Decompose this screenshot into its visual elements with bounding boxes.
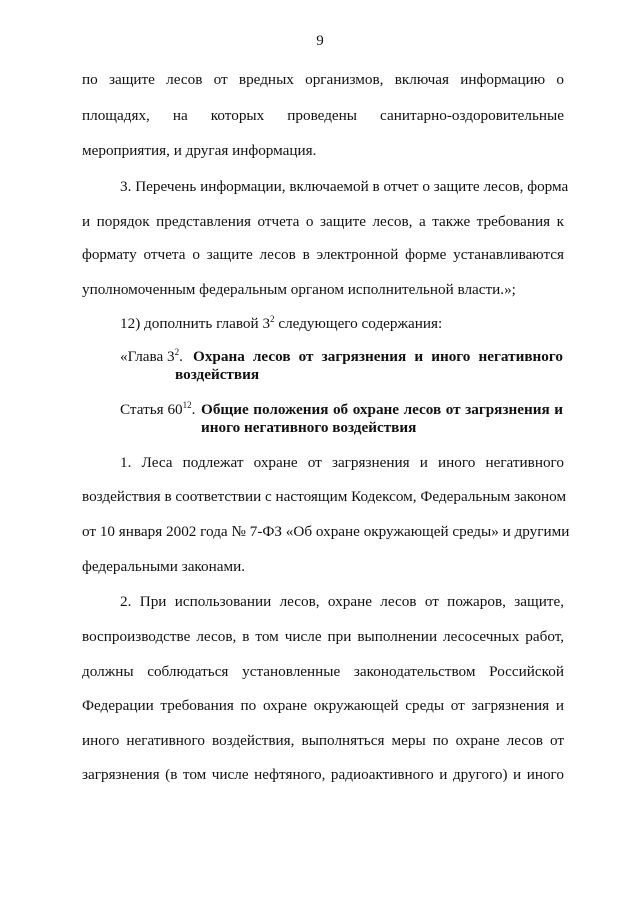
paragraph-line: площадях, на которых проведены санитарно-оздоровительные [82,107,564,124]
paragraph-line: иного негативного воздействия, выполняться меры по охране лесов от [82,732,564,749]
article-heading [120,401,195,419]
paragraph-line: 3. Перечень информации, включаемой в отчет о защите лесов, форма [120,178,569,195]
chapter-title-line: Охрана лесов от загрязнения и иного негативного [193,348,563,365]
paragraph-line: загрязнения (в том числе нефтяного, радиоактивного и другого) и иного [82,766,564,783]
superscript: 2 [270,314,275,324]
paragraph-line: 1. Леса подлежат охране от загрязнения и иного негативного [120,454,564,471]
chapter-heading-prefix: «Глава 3 [120,348,175,365]
article-heading-prefix: Статья 60 [120,401,183,418]
paragraph-line: федеральными законами. [82,558,246,575]
amendment-item-prefix: 12) дополнить главой 3 [120,315,271,332]
article-heading-dot: . [191,401,196,418]
superscript: 2 [174,347,180,357]
chapter-title-line: воздействия [175,366,260,383]
paragraph-line: воздействия в соответствии с настоящим Кодексом, Федеральным законом [82,488,567,505]
chapter-heading [120,348,183,366]
paragraph-line: уполномоченным федеральным органом исполнительной власти.»; [82,281,516,298]
superscript: 12 [182,400,192,410]
article-title-line: Общие положения об охране лесов от загрязнения и [201,401,563,418]
page-number: 9 [316,33,324,49]
paragraph-line: должны соблюдаться установленные законодательством Российской [82,663,564,680]
paragraph-line: от 10 января 2002 года № 7-ФЗ «Об охране окружающей среды» и другими [82,523,570,540]
paragraph-line: и порядок представления отчета о защите лесов, а также требования к [82,213,564,230]
article-title-line: иного негативного воздействия [201,419,417,436]
paragraph-line: 2. При использовании лесов, охране лесов от пожаров, защите, [120,593,564,610]
paragraph-line: формату отчета о защите лесов в электронной форме устанавливаются [82,246,564,263]
paragraph-line: воспроизводстве лесов, в том числе при выполнении лесосечных работ, [82,628,564,645]
chapter-heading-dot: . [179,348,183,365]
paragraph-line: Федерации требования по охране окружающей среды от загрязнения и [82,697,564,714]
amendment-item-suffix: следующего содержания: [274,315,443,332]
paragraph-line: по защите лесов от вредных организмов, включая информацию о [82,71,564,88]
paragraph-line: мероприятия, и другая информация. [82,142,317,159]
amendment-item [120,315,442,333]
